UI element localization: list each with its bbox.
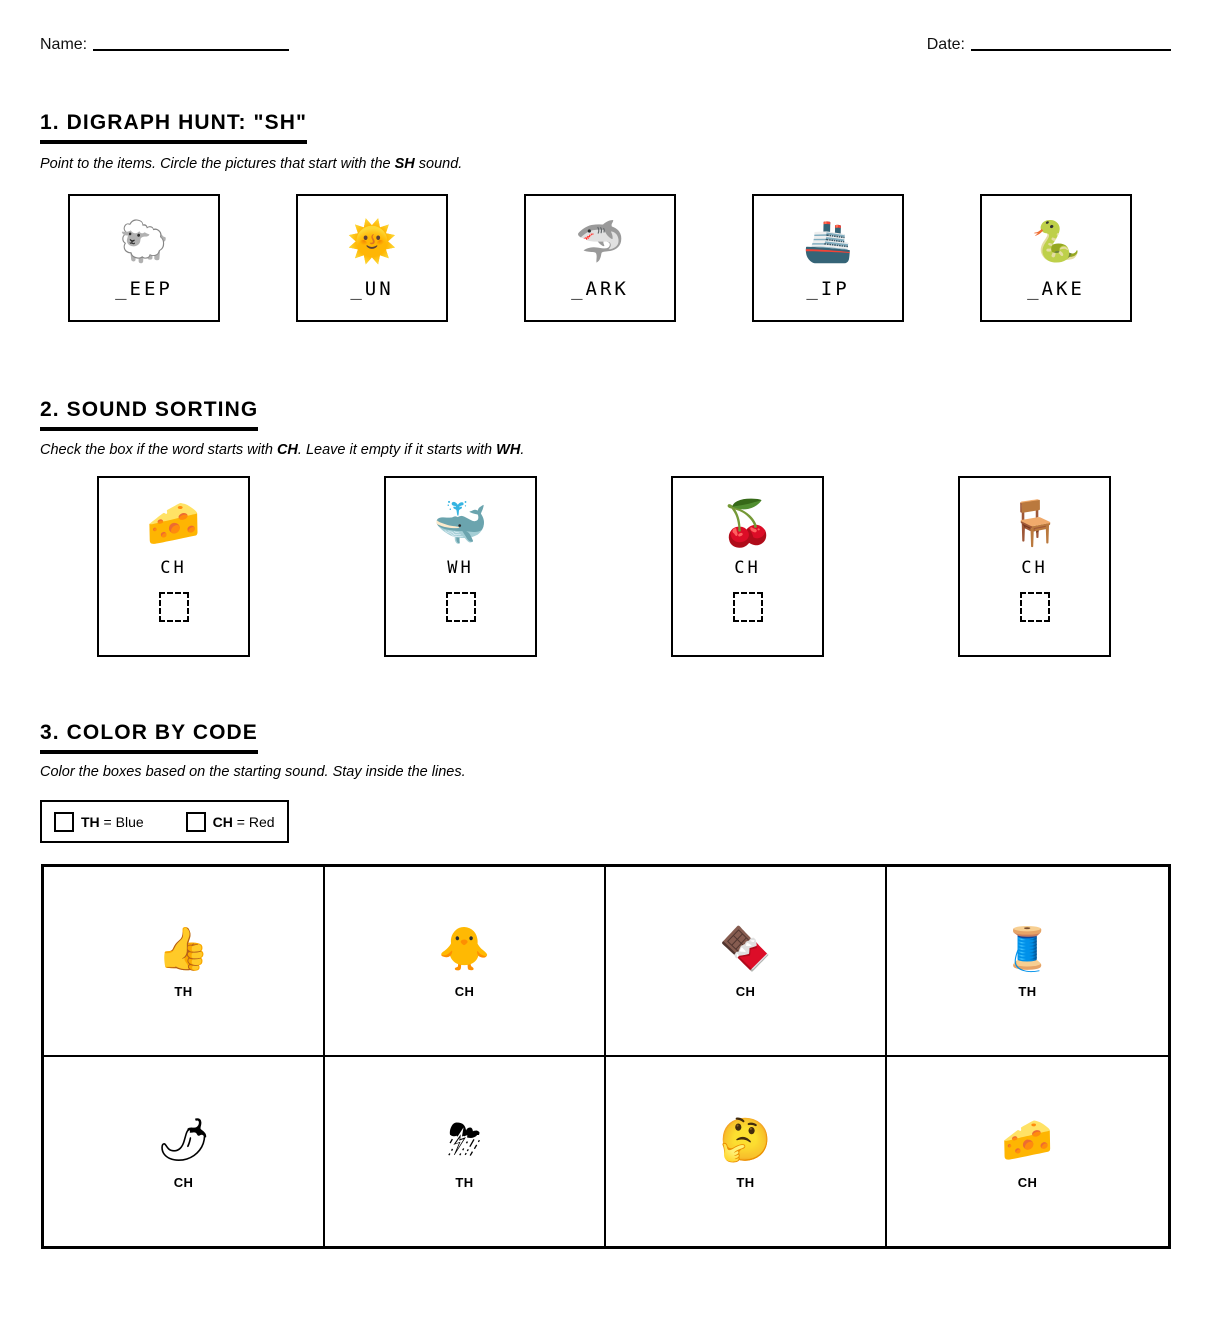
digraph-hunt-word: _AKE xyxy=(1027,278,1085,300)
color-by-code-grid xyxy=(41,864,1171,1249)
thunder-cloud-rain-icon: ⛈ xyxy=(447,1115,482,1163)
color-by-code-label: CH xyxy=(735,984,756,1000)
legend-color-name: = Blue xyxy=(99,813,144,830)
sound-sorting-card[interactable] xyxy=(97,476,250,657)
chair-icon: 🪑 xyxy=(1007,499,1062,548)
baby-chick-icon: 🐥 xyxy=(438,925,491,973)
section-2-instruction-pre: Check the box if the word starts with xyxy=(40,442,277,458)
name-label: Name: xyxy=(40,36,88,53)
thinking-face-icon: 🤔 xyxy=(719,1115,772,1163)
digraph-hunt-card[interactable] xyxy=(524,194,676,322)
color-by-code-cell[interactable] xyxy=(606,867,887,1057)
section-1-title: 1. DIGRAPH HUNT: "SH" xyxy=(40,110,307,144)
date-write-line[interactable] xyxy=(971,49,1171,51)
name-write-line[interactable] xyxy=(93,49,289,51)
color-by-code-label: TH xyxy=(455,1174,474,1190)
sound-sorting-card[interactable] xyxy=(958,476,1111,657)
sound-sorting-card-row xyxy=(97,476,1111,657)
section-2-instruction-mid: . Leave it empty if it starts with xyxy=(297,442,497,458)
header-row xyxy=(40,36,1171,54)
color-by-code-cell[interactable] xyxy=(44,1057,325,1247)
section-2-instruction-post: . xyxy=(520,442,525,458)
color-by-code-label: TH xyxy=(1018,984,1037,1000)
color-by-code-label: CH xyxy=(454,984,475,1000)
section-1-instruction xyxy=(40,155,462,173)
section-1-instruction-post: sound. xyxy=(414,156,463,172)
sound-sorting-digraph: WH xyxy=(447,558,474,578)
color-by-code-label: TH xyxy=(174,984,193,1000)
sound-sorting-checkbox[interactable] xyxy=(446,592,476,622)
color-code-legend xyxy=(40,800,289,843)
digraph-hunt-card[interactable] xyxy=(752,194,904,322)
legend-item xyxy=(186,812,275,832)
sound-sorting-checkbox[interactable] xyxy=(159,592,189,622)
color-by-code-cell[interactable] xyxy=(606,1057,887,1247)
sun-icon: 🌞 xyxy=(347,220,397,264)
section-3-instruction: Color the boxes based on the starting sound. Stay inside the lines. xyxy=(40,764,466,780)
sound-sorting-card[interactable] xyxy=(671,476,824,657)
digraph-hunt-card[interactable] xyxy=(980,194,1132,322)
section-2-title: 2. SOUND SORTING xyxy=(40,397,258,431)
thumbs-up-icon: 👍 xyxy=(157,925,210,973)
color-by-code-label: TH xyxy=(736,1174,755,1190)
legend-color-swatch[interactable] xyxy=(54,812,74,832)
cherries-icon: 🍒 xyxy=(720,499,775,548)
legend-code: CH xyxy=(212,813,233,830)
color-by-code-label: CH xyxy=(173,1174,194,1190)
sound-sorting-digraph: CH xyxy=(160,558,187,578)
date-field[interactable] xyxy=(927,36,1171,54)
legend-label xyxy=(213,814,275,830)
color-by-code-cell[interactable] xyxy=(887,1057,1168,1247)
cheese-icon: 🧀 xyxy=(1001,1115,1054,1163)
ship-icon: 🚢 xyxy=(803,220,853,264)
section-2-instruction xyxy=(40,441,524,459)
legend-label xyxy=(81,814,144,830)
sound-sorting-digraph: CH xyxy=(734,558,761,578)
section-3-title: 3. COLOR BY CODE xyxy=(40,720,258,754)
date-label: Date: xyxy=(926,36,965,53)
name-field[interactable] xyxy=(40,36,289,54)
legend-color-name: = Red xyxy=(232,813,275,830)
section-1-instruction-pre: Point to the items. Circle the pictures that start with the xyxy=(40,156,395,172)
legend-item xyxy=(54,812,144,832)
sheep-icon: 🐑 xyxy=(119,220,169,264)
digraph-hunt-card[interactable] xyxy=(68,194,220,322)
section-2-instruction-emphasis-1: CH xyxy=(276,442,298,458)
color-by-code-label: CH xyxy=(1017,1174,1038,1190)
sound-sorting-card[interactable] xyxy=(384,476,537,657)
whale-icon: 🐳 xyxy=(433,499,488,548)
color-by-code-cell[interactable] xyxy=(887,867,1168,1057)
digraph-hunt-word: _UN xyxy=(350,278,394,300)
chocolate-bar-icon: 🍫 xyxy=(719,925,772,973)
digraph-hunt-word: _IP xyxy=(806,278,850,300)
shark-icon: 🦈 xyxy=(575,220,625,264)
legend-color-swatch[interactable] xyxy=(186,812,206,832)
sound-sorting-digraph: CH xyxy=(1021,558,1048,578)
cheese-icon: 🧀 xyxy=(146,499,201,548)
digraph-hunt-word: _ARK xyxy=(571,278,629,300)
sound-sorting-checkbox[interactable] xyxy=(1020,592,1050,622)
sound-sorting-checkbox[interactable] xyxy=(733,592,763,622)
legend-code: TH xyxy=(81,813,100,830)
section-2-instruction-emphasis-2: WH xyxy=(496,442,521,458)
color-by-code-cell[interactable] xyxy=(44,867,325,1057)
section-1-instruction-emphasis: SH xyxy=(394,156,415,172)
thread-spool-icon: 🧵 xyxy=(1001,925,1054,973)
color-by-code-cell[interactable] xyxy=(325,867,606,1057)
digraph-hunt-card[interactable] xyxy=(296,194,448,322)
digraph-hunt-card-row xyxy=(68,194,1140,322)
snake-icon: 🐍 xyxy=(1031,220,1081,264)
digraph-hunt-word: _EEP xyxy=(115,278,173,300)
color-by-code-cell[interactable] xyxy=(325,1057,606,1247)
hot-pepper-icon: 🌶 xyxy=(156,1115,211,1163)
